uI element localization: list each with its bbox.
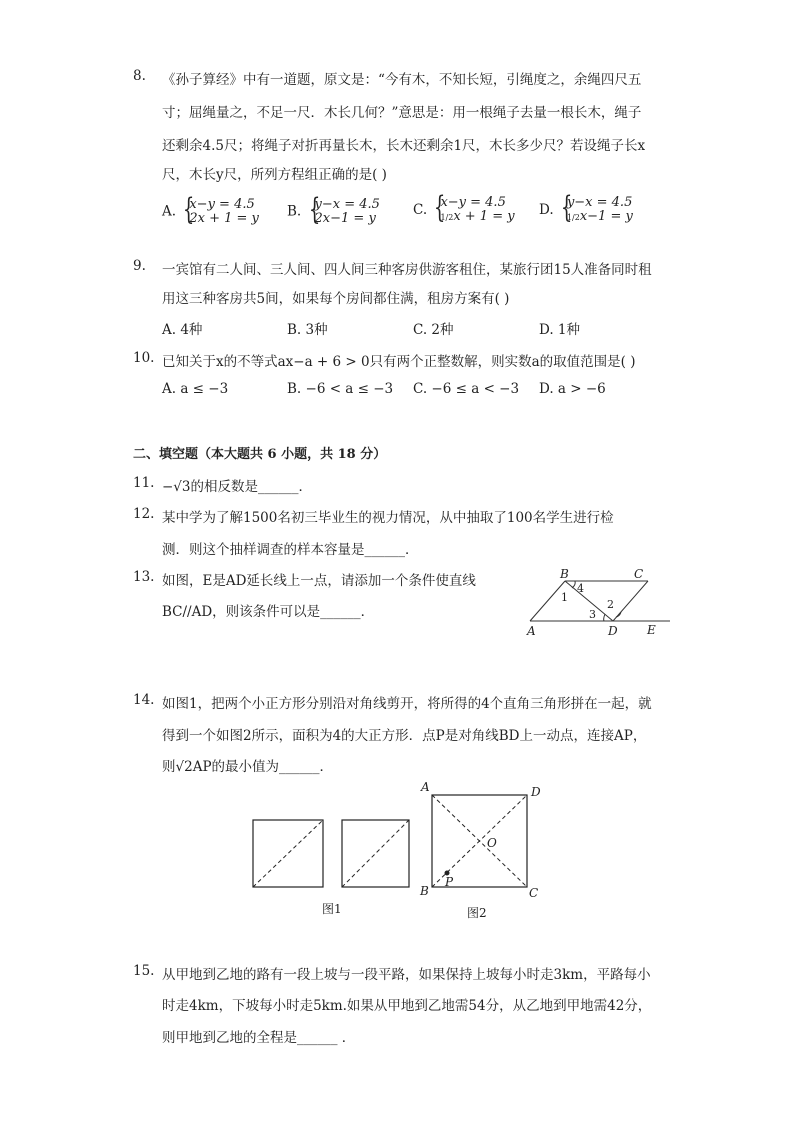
q8-line-3: 还剩余4.5尺；将绳子对折再量长木，长木还剩余1尺，木长多少尺？若设绳子长x [162, 138, 646, 154]
line-cd [613, 581, 648, 621]
q10-text: 已知关于x的不等式ax−a + 6 > 0只有两个正整数解，则实数a的取值范围是( ) [162, 354, 636, 370]
q14-number: 14. [133, 692, 155, 708]
q9-option-a: A. 4种 [162, 322, 203, 338]
label-c: C [634, 567, 644, 581]
q15-line-2: 时走4km，下坡每小时走5km.如果从甲地到乙地需54分，从乙地到甲地需42分， [162, 998, 652, 1014]
label-c: C [529, 886, 539, 900]
angle-3-arc [604, 614, 605, 621]
q13-number: 13. [133, 569, 155, 585]
q13-line-1: 如图，E是AD延长线上一点，请添加一个条件使直线 [162, 573, 476, 589]
q15-line-1: 从甲地到乙地的路有一段上坡与一段平路，如果保持上坡每小时走3km，平路每小 [162, 967, 651, 983]
label-o: O [487, 836, 497, 850]
q8-line-2: 寸；屈绳量之，不足一尺．木长几何？”意思是：用一根绳子去量一根长木，绳子 [162, 105, 642, 121]
q10-option-a: A. a ≤ −3 [162, 381, 229, 397]
q11-number: 11. [133, 475, 155, 491]
q9-line-1: 一宾馆有二人间、三人间、四人间三种客房供游客租住，某旅行团15人准备同时租 [162, 262, 652, 278]
label-e: E [647, 623, 656, 637]
label-b: B [420, 884, 429, 898]
fig1-diagonal-right [342, 820, 409, 887]
label-d: D [531, 785, 541, 799]
angle-label-1: 1 [561, 591, 568, 604]
q8-line-1: 《孙子算经》中有一道题，原文是：“今有木，不知长短，引绳度之，余绳四尺五 [162, 72, 642, 88]
q11-text: −√3的相反数是______． [162, 479, 313, 495]
q8-option-a: A. { x−y = 4.5 2x + 1 = y [162, 198, 259, 226]
q14-line-3: 则√2AP的最小值为______． [162, 759, 334, 775]
label-a: A [421, 780, 430, 794]
line-ab [530, 581, 565, 621]
q8-number: 8. [133, 68, 146, 84]
label-a: A [527, 624, 536, 638]
q12-line-1: 某中学为了解1500名初三毕业生的视力情况，从中抽取了100名学生进行检 [162, 510, 614, 526]
q13-line-2: BC//AD，则该条件可以是______． [162, 604, 375, 620]
section-heading: 二、填空题（本大题共 6 小题，共 18 分） [133, 447, 387, 462]
angle-label-4: 4 [577, 582, 584, 595]
caption-fig1: 图1 [322, 902, 342, 916]
q8-option-d: D. { y−x = 4.5 1/2x−1 = y [539, 196, 633, 225]
q10-option-d: D. a > −6 [539, 381, 606, 397]
q15-number: 15. [133, 963, 155, 979]
caption-fig2: 图2 [467, 906, 487, 920]
q8-line-4: 尺，木长y尺，所列方程组正确的是( ) [162, 167, 387, 183]
q9-number: 9. [133, 258, 146, 274]
q10-option-c: C. −6 ≤ a < −3 [413, 381, 520, 397]
label-d: D [608, 624, 618, 638]
q14-line-2: 得到一个如图2所示，面积为4的大正方形．点P是对角线BD上一动点，连接AP， [162, 728, 647, 744]
angle-label-2: 2 [607, 598, 614, 611]
q12-line-2: 测．则这个抽样调查的样本容量是______． [162, 542, 419, 558]
angle-label-3: 3 [589, 608, 596, 621]
q9-line-2: 用这三种客房共5间，如果每个房间都住满，租房方案有( ) [162, 291, 510, 307]
q8-option-b: B. { y−x = 4.5 2x−1 = y [287, 198, 380, 226]
q15-line-3: 则甲地到乙地的全程是______ ． [162, 1030, 356, 1046]
label-b: B [560, 567, 569, 581]
fig1-diagonal-left [253, 820, 323, 887]
q10-option-b: B. −6 < a ≤ −3 [287, 381, 394, 397]
label-p: P [445, 875, 454, 889]
q12-number: 12. [133, 506, 155, 522]
q9-option-d: D. 1种 [539, 322, 581, 338]
q14-figure [240, 775, 560, 925]
q13-figure [520, 566, 670, 641]
q9-option-b: B. 3种 [287, 322, 328, 338]
q14-line-1: 如图1，把两个小正方形分别沿对角线剪开，将所得的4个直角三角形拼在一起，就 [162, 696, 652, 712]
q10-number: 10. [133, 350, 155, 366]
q9-option-c: C. 2种 [413, 322, 454, 338]
q8-option-c: C. { x−y = 4.5 1/2x + 1 = y [413, 196, 515, 225]
